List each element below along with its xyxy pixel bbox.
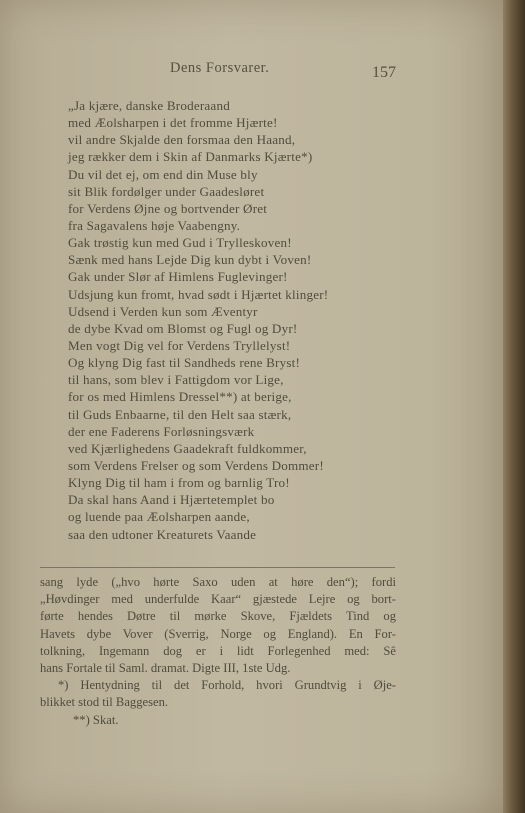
note-line: sang lyde („hvo hørte Saxo uden at høre den“); fordi	[40, 575, 396, 589]
note-line: blikket stod til Baggesen.	[40, 695, 169, 710]
poem-line: Og klyng Dig fast til Sandheds rene Bryst!	[68, 355, 301, 371]
poem-line: Da skal hans Aand i Hjærtetemplet bo	[68, 492, 275, 508]
poem-line: til hans, som blev i Fattigdom vor Lige,	[68, 372, 284, 388]
poem-line: Sænk med hans Lejde Dig kun dybt i Voven!	[68, 252, 312, 268]
note-line: „Høvdinger med underfulde Kaar“ gjæstede Lejre og bort-	[40, 592, 396, 607]
poem-line: sit Blik fordølger under Gaadesløret	[68, 183, 265, 199]
poem-line: de dybe Kvad om Blomst og Fugl og Dyr!	[68, 320, 298, 336]
poem-line: Gak under Slør af Himlens Fuglevinger!	[68, 269, 288, 285]
note-line: Havets dybe Vover (Sverrig, Norge og England). En For-	[40, 626, 396, 641]
poem-line: Udsjung kun fromt, hvad sødt i Hjærtet klinger!	[68, 286, 329, 302]
poem-line: Du vil det ej, om end din Muse bly	[68, 166, 258, 182]
footnote-2: **) Skat.	[73, 712, 119, 727]
poem-line: til Guds Enbaarne, til den Helt saa stærk,	[68, 406, 292, 422]
poem-line: Men vogt Dig vel for Verdens Tryllelyst!	[68, 337, 291, 353]
poem-line: ved Kjærlighedens Gaadekraft fuldkommer,	[68, 440, 307, 456]
note-line: førte hendes Døtre til mørke Skove, Fjældets Tind og	[40, 609, 396, 624]
poem-line: Udsend i Verden kun som Æventyr	[68, 303, 258, 319]
footnote-1: *) Hentydning til det Forhold, hvori Grundtvig i Øje-	[58, 678, 396, 693]
running-title: Dens Forsvarer.	[170, 60, 270, 76]
poem-line: Gak trøstig kun med Gud i Trylleskoven!	[68, 235, 292, 251]
footnote-divider	[40, 567, 395, 568]
page-header	[40, 60, 440, 84]
poem-line: jeg rækker dem i Skin af Danmarks Kjærte*)	[68, 149, 313, 165]
poem-line: fra Sagavalens høje Vaabengny.	[68, 217, 241, 233]
poem-line: der ene Faderens Forløsningsværk	[68, 423, 255, 439]
poem-line: Klyng Dig til ham i from og barnlig Tro!	[68, 475, 290, 491]
poem-line: „Ja kjære, danske Broderaand	[68, 98, 230, 113]
poem-line: og luende paa Æolsharpen aande,	[68, 509, 250, 525]
page-number: 157	[372, 64, 396, 81]
footnotes	[40, 574, 396, 729]
poem	[68, 97, 328, 543]
poem-line: som Verdens Frelser og som Verdens Dommer!	[68, 457, 324, 473]
note-line: tolkning, Ingemann dog er i lidt Forlegenhed med: Sê	[40, 643, 396, 658]
book-spine	[503, 0, 525, 813]
poem-line: for Verdens Øjne og bortvender Øret	[68, 200, 268, 216]
poem-line: for os med Himlens Dressel**) at berige,	[68, 389, 292, 405]
poem-line: med Æolsharpen i det fromme Hjærte!	[68, 115, 278, 131]
poem-line: vil andre Skjalde den forsmaa den Haand,	[68, 132, 296, 148]
poem-line: saa den udtoner Kreaturets Vaande	[68, 526, 257, 542]
note-line: hans Fortale til Saml. dramat. Digte III, 1ste Udg.	[40, 660, 291, 675]
